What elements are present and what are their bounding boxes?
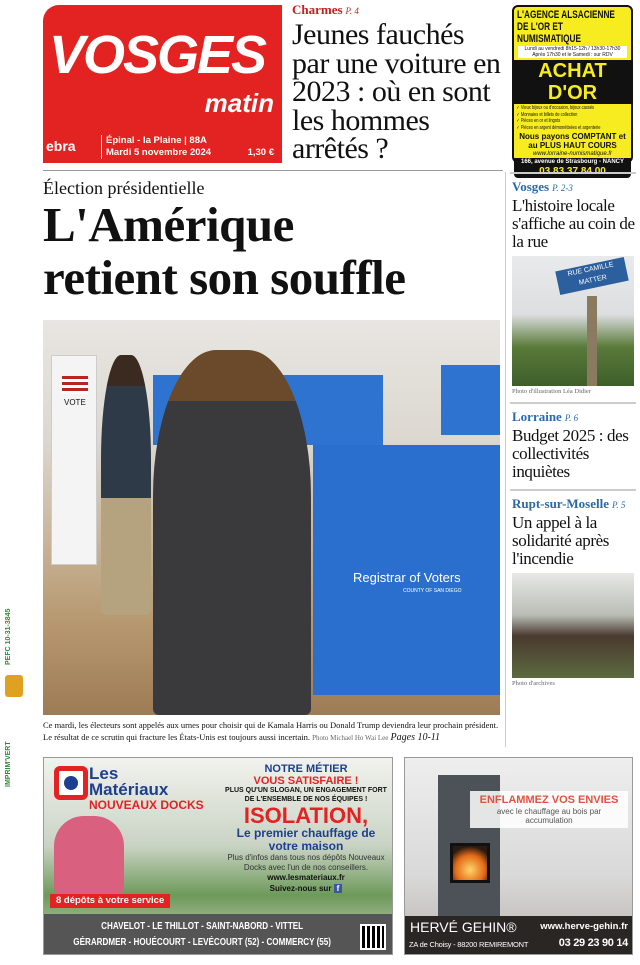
ad-gold-address: 166, avenue de Strasbourg - NANCY <box>514 158 631 178</box>
photo-credit: Photo d'archives <box>512 680 555 687</box>
pages-ref: Pages 10-11 <box>390 732 441 743</box>
ad-gold-headline: ACHAT D'OR <box>514 60 631 104</box>
voter-left <box>101 355 151 615</box>
street-sign: RUE CAMILLE MATTER <box>555 257 628 295</box>
masthead-title: VOSGES <box>49 25 266 85</box>
ad-les-materiaux[interactable] <box>43 757 393 955</box>
top-story[interactable] <box>292 2 504 164</box>
ad-depots: 8 dépôts à votre service <box>50 894 170 908</box>
side-section: Rupt-sur-Moselle P. 5 <box>512 496 626 511</box>
divider <box>510 172 636 174</box>
list-item: ✓ Vieux bijoux ou d'occasion, bijoux cassés <box>516 105 595 111</box>
ad-gold-url[interactable]: www.lorraine-numismatique.fr <box>532 151 613 157</box>
side-headline[interactable]: L'histoire locale s'affiche au coin de la rue <box>512 196 635 251</box>
list-item: ✓ Pièces en or et lingots <box>516 118 561 124</box>
photo-credit: Photo d'illustration Léa Didier <box>512 388 591 395</box>
woman-with-laptop <box>54 816 124 894</box>
ad-text: NOTRE MÉTIER VOUS SATISFAIRE ! PLUS QU'UN SLOGAN, UN ENGAGEMENT FORT DE L'ENSEMBLE DE NOS ÉQUIPES ! ISOLATION, Le premier chauffage de votre maison Plus d'infos dans tous nos dépôts Nouveaux Docks avec l'un de nos conseillers. www.lesmateriaux.fr Suivez-nous sur f <box>222 763 390 894</box>
fire-icon <box>450 843 490 883</box>
ebra-logo: ebra <box>46 138 76 154</box>
masthead-logo <box>43 5 282 163</box>
divider <box>43 170 503 171</box>
voting-booth-white <box>51 355 97 565</box>
photo-sign-sub: COUNTY OF SAN DIEGO <box>403 588 462 594</box>
main-kicker: Élection présidentielle <box>43 178 205 198</box>
sign-post <box>587 296 597 386</box>
materiaux-logo-icon <box>54 766 88 800</box>
ad-phone: 03 29 23 90 14 <box>558 937 628 949</box>
recycle-icon <box>5 675 23 697</box>
main-caption: Ce mardi, les électeurs sont appelés aux urnes pour choisir qui de Kamala Harris ou Donald Trump deviendra leur prochain président. Le résultat de ce scrutin qui fracture les États-Unis est toujours aussi incertain. Photo Michael Ho Wai Lee Pages 10-11 <box>43 720 499 743</box>
ad-brand: HERVÉ GEHIN® <box>410 919 517 935</box>
divider <box>510 402 636 404</box>
qr-code-icon[interactable] <box>360 924 386 950</box>
ad-gold-pay: Nous payons COMPTANT et au PLUS HAUT COURS <box>519 132 626 150</box>
top-story-headline[interactable]: Jeunes fauchés par une voiture en 2023 : où en sont les hommes arrêtés ? <box>292 18 501 165</box>
ad-gold-name: L'AGENCE ALSACIENNE DE L'OR ET NUMISMATIQUE <box>517 9 615 45</box>
us-flag-icon <box>62 376 88 394</box>
side-story-rupt[interactable] <box>506 491 638 688</box>
ad-message: ENFLAMMEZ VOS ENVIES avec le chauffage au bois par accumulation <box>470 791 628 828</box>
side-column <box>506 172 638 688</box>
facebook-icon: f <box>334 884 343 893</box>
edition-info <box>101 135 211 159</box>
ad-address: ZA de Choisy - 88200 REMIREMONT <box>409 940 529 949</box>
side-headline[interactable]: Budget 2025 : des collectivités inquiètes <box>512 426 629 481</box>
ad-gold-agency[interactable] <box>512 5 633 163</box>
issue-date: Mardi 5 novembre 2024 <box>106 147 212 158</box>
price: 1,30 € <box>247 147 274 158</box>
follow-us[interactable]: Suivez-nous sur f <box>222 884 390 894</box>
vote-label: VOTE <box>64 398 86 407</box>
ad-brand: Les Matériaux NOUVEAUX DOCKS <box>89 764 204 812</box>
imprim-vert-label: IMPRIM'VERT <box>5 741 12 787</box>
list-item: ✓ Pièces en argent démonétisées et argenterie <box>516 124 601 131</box>
ad-url[interactable]: www.herve-gehin.fr <box>540 921 628 932</box>
pefc-label: PEFC 10-31-3845 <box>5 608 12 665</box>
side-headline[interactable]: Un appel à la solidarité après l'incendie <box>512 513 609 568</box>
ad-url[interactable]: www.lesmateriaux.fr <box>267 873 345 882</box>
side-section: Lorraine P. 6 <box>512 409 579 424</box>
masthead-subtitle: matin <box>204 88 274 118</box>
photo-sign: Registrar of Voters <box>353 570 461 585</box>
photo-credit: Photo Michael Ho Wai Lee <box>312 734 389 742</box>
divider <box>510 489 636 491</box>
ad-gold-items <box>514 105 624 131</box>
ad-gold-hours: Lundi au vendredi 8h15-12h / 13h30-17h30 Après 17h30 et le Samedi : sur RDV <box>518 46 627 58</box>
edition: Épinal - la Plaine | 88A <box>106 135 207 146</box>
main-headline[interactable]: L'Amérique retient son souffle <box>43 197 406 305</box>
ad-towns: CHAVELOT - LE THILLOT - SAINT-NABORD - VITTEL GÉRARDMER - HOUÉCOURT - LEVÉCOURT (52) - COMMERCY (55) <box>44 914 392 954</box>
main-photo[interactable] <box>43 320 500 715</box>
voter-center <box>153 350 311 715</box>
print-labels <box>5 585 27 825</box>
side-photo-street-sign[interactable] <box>512 256 634 386</box>
list-item: ✓ Monnaies et billets de collection <box>516 111 578 118</box>
ad-herve-gehin[interactable] <box>404 757 633 955</box>
voting-booth <box>441 365 500 435</box>
side-photo-fire[interactable] <box>512 573 634 678</box>
voting-booth-front <box>313 445 500 695</box>
side-story-vosges[interactable] <box>506 174 638 396</box>
top-story-section: Charmes P. 4 <box>292 2 359 17</box>
side-story-lorraine[interactable] <box>506 404 638 481</box>
side-section: Vosges P. 2-3 <box>512 179 573 194</box>
ad-contact-bar <box>405 916 632 954</box>
